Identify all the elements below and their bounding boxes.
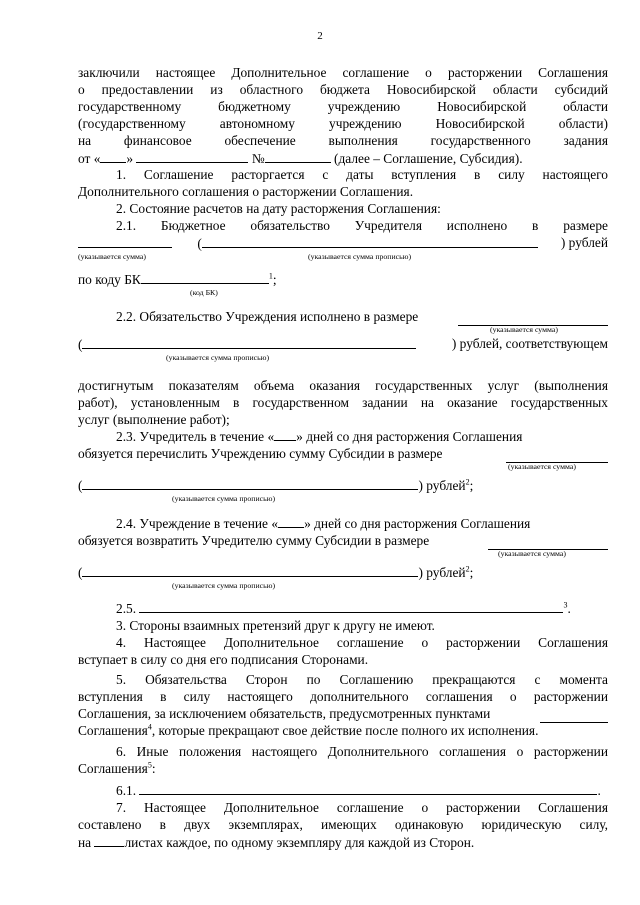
clause-6-1: 6.1. . xyxy=(116,782,601,798)
clause-1: 1. Соглашение расторгается с даты вступления в силу настоящего xyxy=(116,167,608,183)
clause-2-3-line2: обязуется перечислить Учреждению сумму Субсидии в размере xyxy=(78,446,608,463)
days-blank[interactable] xyxy=(274,428,296,441)
clause-2-4-line2: обязуется возвратить Учредителю сумму Субсидии в размере xyxy=(78,533,608,550)
caption-sum: (указывается сумма) xyxy=(490,324,558,334)
clause-5-cont: Соглашения$^4$, которые прекращают свое действие после полного их исполнения. xyxy=(78,722,539,739)
clause-2-1: 2.1. Бюджетное обязательство Учредителя исполнено в размере xyxy=(116,218,608,234)
clauses-blank[interactable] xyxy=(540,710,608,723)
clause-2-2-text: работ), установленным в государственном задании на оказание государственных xyxy=(78,394,608,410)
sheets-blank[interactable] xyxy=(94,834,124,847)
day-blank[interactable] xyxy=(100,150,126,163)
caption-sum-words: (указывается сумма прописью) xyxy=(172,494,276,504)
caption-bk: (код БК) xyxy=(190,287,218,297)
sum-blank[interactable] xyxy=(78,235,172,248)
clause-2-2-text: услуг (выполнение работ); xyxy=(78,411,230,427)
bk-code-blank[interactable] xyxy=(141,271,269,284)
number-blank[interactable] xyxy=(265,150,331,163)
clause-2-2: 2.2. Обязательство Учреждения исполнено в размере xyxy=(78,309,608,326)
caption-sum-words: (указывается сумма прописью) xyxy=(308,251,412,261)
caption-sum: (указывается сумма) xyxy=(78,251,146,261)
clause-2-5-blank[interactable] xyxy=(139,600,563,613)
sum-words-blank[interactable] xyxy=(202,235,538,248)
clause-2: 2. Состояние расчетов на дату расторжения Соглашения: xyxy=(116,201,441,217)
caption-sum-words: (указывается сумма прописью) xyxy=(166,352,270,362)
clause-2-4-words-line: ( ) рублей$^2$; xyxy=(78,564,474,580)
intro-line: государственному бюджетному учреждению Новосибирской области xyxy=(78,98,608,114)
clause-3: 3. Стороны взаимных претензий друг к другу не имеют. xyxy=(116,617,435,633)
sum-words-blank[interactable] xyxy=(82,336,416,349)
clause-2-5: 2.5. $^3$. xyxy=(116,600,571,616)
page-number: 2 xyxy=(317,30,323,42)
clause-5-cont: Соглашения, за исключением обязательств, предусмотренных пунктами xyxy=(78,706,608,723)
sum-words-blank[interactable] xyxy=(82,564,418,577)
clause-4-cont: вступает в силу со дня его подписания Сторонами. xyxy=(78,651,369,667)
days-blank[interactable] xyxy=(278,515,304,528)
clause-2-1-sum-line: ( ) рублей xyxy=(78,235,608,253)
clause-6: 6. Иные положения настоящего Дополнительного соглашения о расторжении xyxy=(116,744,608,760)
clause-5: 5. Обязательства Сторон по Соглашению прекращаются с момента xyxy=(116,672,608,688)
bk-code-line: по коду БК $^1$; xyxy=(78,271,277,287)
clause-2-2-words-line: ( ) рублей, соответствующем xyxy=(78,335,608,352)
intro-date-line: от « » № (далее – Соглашение, Субсидия). xyxy=(78,150,523,166)
clause-7-cont: на листах каждое, по одному экземпляру для каждой из Сторон. xyxy=(78,834,475,850)
document-body xyxy=(78,65,608,852)
intro-line: (государственному автономному учреждению Новосибирской области) xyxy=(78,115,608,131)
caption-sum: (указывается сумма) xyxy=(508,462,576,472)
clause-2-2-text: достигнутым показателям объема оказания государственных услуг (выполнения xyxy=(78,377,608,393)
intro-line: на финансовое обеспечение выполнения государственного задания xyxy=(78,132,608,148)
caption-sum: (указывается сумма) xyxy=(498,548,566,558)
clause-2-3-words-line: ( ) рублей$^2$; xyxy=(78,477,474,494)
clause-7-cont: составлено в двух экземплярах, имеющих одинаковую юридическую силу, xyxy=(78,816,608,832)
month-year-blank[interactable] xyxy=(136,150,248,163)
clause-6-cont: Соглашения$^5$: xyxy=(78,760,156,776)
clause-7: 7. Настоящее Дополнительное соглашение о расторжении Соглашения xyxy=(116,799,608,815)
intro-line: заключили настоящее Дополнительное соглашение о расторжении Соглашения xyxy=(78,65,608,80)
clause-5-cont: вступления в силу настоящего дополнительного соглашения о расторжении xyxy=(78,689,608,705)
clause-2-4: 2.4. Учреждение в течение « » дней со дня расторжения Соглашения xyxy=(116,516,531,532)
clause-6-1-blank[interactable] xyxy=(139,782,597,795)
clause-4: 4. Настоящее Дополнительное соглашение о расторжении Соглашения xyxy=(116,634,608,650)
intro-line: о предоставлении из областного бюджета Новосибирской области субсидий xyxy=(78,81,608,97)
clause-1-cont: Дополнительного соглашения о расторжении Соглашения. xyxy=(78,184,414,200)
clause-2-3: 2.3. Учредитель в течение « » дней со дня расторжения Соглашения xyxy=(116,429,523,445)
sum-words-blank[interactable] xyxy=(82,477,418,490)
caption-sum-words: (указывается сумма прописью) xyxy=(172,580,276,590)
